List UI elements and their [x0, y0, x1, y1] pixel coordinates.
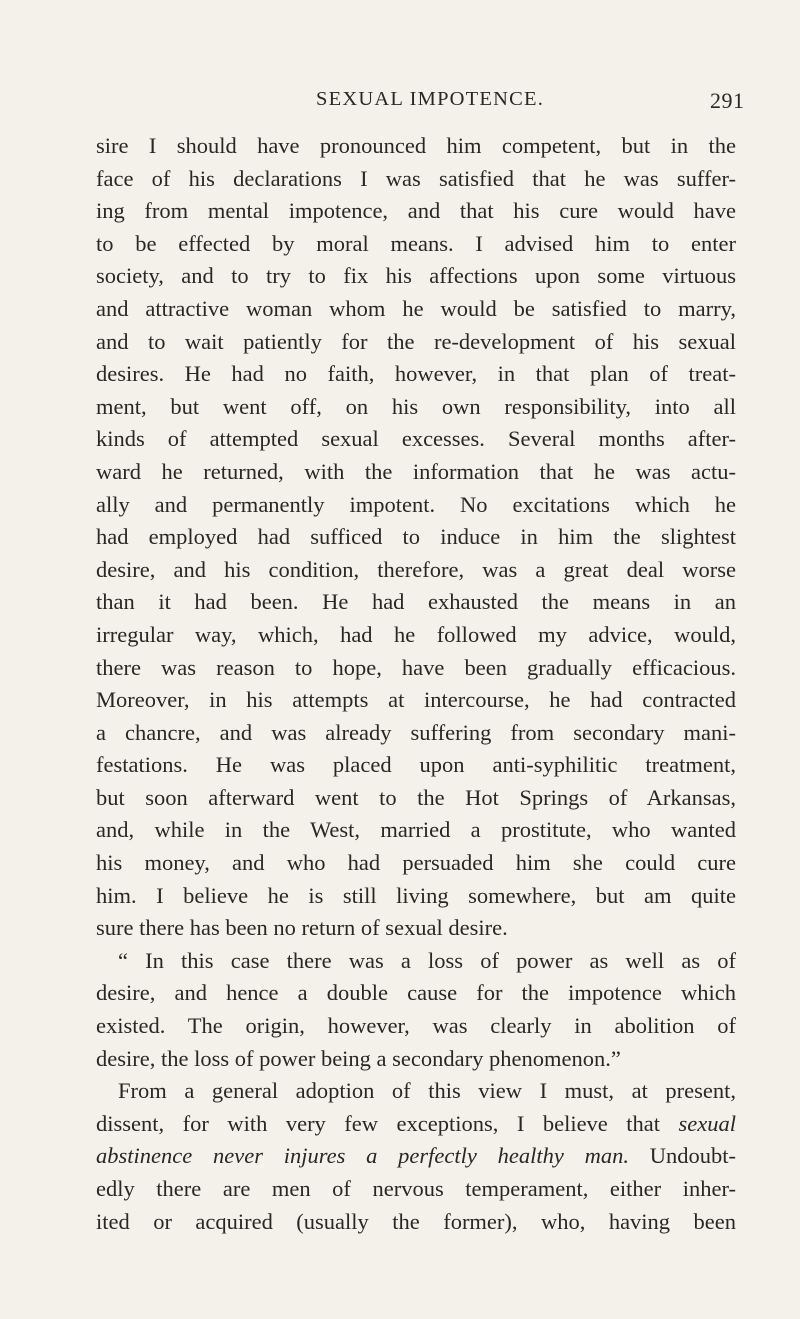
text-line: face of his declarations I was satisfied that he was suffer-: [96, 165, 736, 191]
running-title: SEXUAL IMPOTENCE.: [316, 88, 545, 110]
text-line: desire, the loss of power being a secondary phenomenon.”: [96, 1045, 621, 1071]
text-segment: Undoubt-: [629, 1143, 737, 1169]
text-line: his money, and who had persuaded him she could cure: [96, 850, 736, 876]
text-line: ited or acquired (usually the former), who, having been: [96, 1208, 736, 1234]
text-line: sire I should have pronounced him competent, but in the: [96, 133, 736, 158]
text-line: ward he returned, with the information that he was actu-: [96, 458, 736, 484]
italic-phrase: sexual: [678, 1110, 737, 1136]
text-line: ally and permanently impotent. No excitations which he: [96, 491, 736, 517]
text-line: had employed had sufficed to induce in him the slightest: [96, 524, 736, 550]
text-line: society, and to try to fix his affections upon some virtuous: [96, 263, 736, 289]
text-line: desires. He had no faith, however, in that plan of treat-: [96, 361, 736, 387]
text-line: and to wait patiently for the re-development of his sexual: [96, 328, 736, 354]
text-line: a chancre, and was already suffering from secondary mani-: [96, 719, 736, 745]
text-line: and attractive woman whom he would be satisfied to marry,: [96, 295, 736, 321]
text-line: desire, and hence a double cause for the impotence which: [96, 980, 736, 1006]
text-line: than it had been. He had exhausted the means in an: [96, 589, 736, 615]
text-segment: dissent, for with very few exceptions, I believe that: [96, 1110, 661, 1136]
text-line: From a general adoption of this view I must, at present,: [118, 1078, 736, 1104]
text-line: festations. He was placed upon anti-syphilitic treatment,: [96, 752, 736, 778]
running-head: [0, 88, 800, 118]
text-line: kinds of attempted sexual excesses. Several months after-: [96, 426, 736, 452]
text-line: there was reason to hope, have been gradually efficacious.: [96, 654, 736, 680]
text-line: existed. The origin, however, was clearly in abolition of: [96, 1013, 736, 1039]
text-line: edly there are men of nervous temperament, either inher-: [96, 1176, 736, 1201]
italic-phrase: abstinence never injures a perfectly healthy man.: [96, 1143, 629, 1169]
text-line: and, while in the West, married a prostitute, who wanted: [96, 817, 736, 843]
text-line: but soon afterward went to the Hot Springs of Arkansas,: [96, 784, 736, 810]
text-line: [96, 1108, 736, 1141]
text-line: “ In this case there was a loss of power as well as of: [118, 947, 736, 973]
text-line: [96, 1140, 736, 1173]
text-line: to be effected by moral means. I advised him to enter: [96, 230, 736, 256]
text-line: sure there has been no return of sexual desire.: [96, 915, 508, 941]
body-text: [96, 130, 736, 1238]
text-line: Moreover, in his attempts at intercourse, he had contracted: [96, 687, 736, 713]
text-line: irregular way, which, had he followed my advice, would,: [96, 621, 736, 647]
text-line: ing from mental impotence, and that his cure would have: [96, 198, 736, 224]
text-line: him. I believe he is still living somewhere, but am quite: [96, 882, 736, 908]
text-line: ment, but went off, on his own responsibility, into all: [96, 393, 736, 419]
text-line: desire, and his condition, therefore, was a great deal worse: [96, 556, 736, 582]
page-number: 291: [710, 88, 745, 113]
